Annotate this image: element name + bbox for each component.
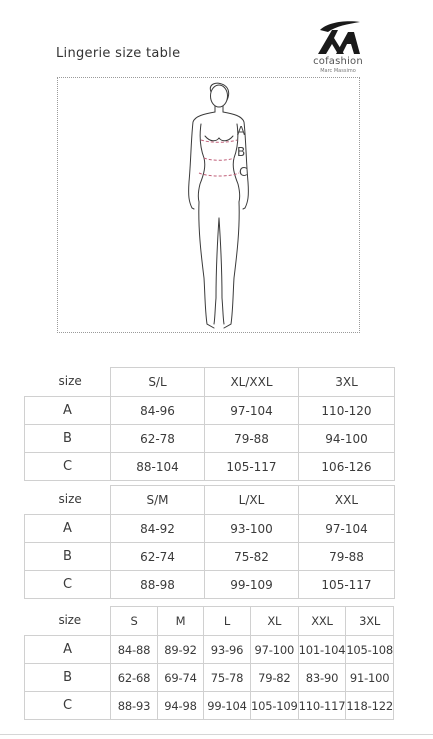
bottom-divider xyxy=(0,734,433,735)
table-cell: 94-100 xyxy=(299,425,395,453)
logo-mark-icon xyxy=(314,20,362,56)
table-cell: 105-109 xyxy=(251,692,299,720)
table-cell: 91-100 xyxy=(346,664,394,692)
column-header: 3XL xyxy=(346,607,394,636)
table-cell: 75-78 xyxy=(204,664,251,692)
size-header-label: size xyxy=(58,373,82,388)
brand-logo xyxy=(308,20,368,76)
column-header: L xyxy=(204,607,251,636)
logo-sub-text: Marc Massimo xyxy=(320,68,356,74)
column-header: L/XL xyxy=(205,486,299,515)
table-row xyxy=(25,636,394,664)
table-cell: 97-100 xyxy=(251,636,299,664)
column-header: S xyxy=(111,607,158,636)
table-cell: 62-68 xyxy=(111,664,158,692)
table-cell: 93-96 xyxy=(204,636,251,664)
table-cell: 110-117 xyxy=(298,692,346,720)
table-cell: 101-104 xyxy=(298,636,346,664)
row-label: C xyxy=(25,692,111,720)
row-label: A xyxy=(25,515,111,543)
table-row xyxy=(25,425,395,453)
column-header: XL/XXL xyxy=(205,368,299,397)
table-cell: 79-88 xyxy=(205,425,299,453)
table-cell: 99-109 xyxy=(205,571,299,599)
table-row xyxy=(25,664,394,692)
table-cell: 106-126 xyxy=(299,453,395,481)
table-row xyxy=(25,571,395,599)
table-cell: 75-82 xyxy=(205,543,299,571)
row-label: B xyxy=(25,664,111,692)
column-header: XL xyxy=(251,607,299,636)
table-row xyxy=(25,515,395,543)
measure-label-a: A xyxy=(237,124,246,138)
size-table-3 xyxy=(24,606,394,720)
body-figure-frame xyxy=(57,77,360,333)
column-header: XXL xyxy=(298,607,346,636)
table-cell: 99-104 xyxy=(204,692,251,720)
table-cell: 84-96 xyxy=(111,397,205,425)
column-header: XXL xyxy=(299,486,395,515)
table-cell: 79-82 xyxy=(251,664,299,692)
measure-label-b: B xyxy=(237,145,246,159)
table-cell: 105-117 xyxy=(299,571,395,599)
table-cell: 88-104 xyxy=(111,453,205,481)
row-label: A xyxy=(25,636,111,664)
table-row xyxy=(25,397,395,425)
table-cell: 84-92 xyxy=(111,515,205,543)
table-cell: 88-98 xyxy=(111,571,205,599)
body-figure-illustration xyxy=(58,78,359,332)
table-cell: 79-88 xyxy=(299,543,395,571)
table-cell: 105-108 xyxy=(346,636,394,664)
table-cell: 118-122 xyxy=(346,692,394,720)
table-cell: 69-74 xyxy=(158,664,204,692)
table-cell: 62-74 xyxy=(111,543,205,571)
size-table-2 xyxy=(24,485,395,599)
table-cell: 83-90 xyxy=(298,664,346,692)
row-label: C xyxy=(25,571,111,599)
size-header-label: size xyxy=(58,491,82,506)
row-label: B xyxy=(25,425,111,453)
table-cell: 105-117 xyxy=(205,453,299,481)
row-label: C xyxy=(25,453,111,481)
table-cell: 62-78 xyxy=(111,425,205,453)
logo-brand-text: cofashion xyxy=(313,56,363,67)
table-cell: 94-98 xyxy=(158,692,204,720)
table-cell: 97-104 xyxy=(299,515,395,543)
column-header: S/M xyxy=(111,486,205,515)
table-cell: 93-100 xyxy=(205,515,299,543)
table-cell: 89-92 xyxy=(158,636,204,664)
table-cell: 110-120 xyxy=(299,397,395,425)
table-cell: 84-88 xyxy=(111,636,158,664)
size-header-label: size xyxy=(58,612,81,627)
size-table-1 xyxy=(24,367,395,481)
row-label: B xyxy=(25,543,111,571)
page-title: Lingerie size table xyxy=(56,46,181,61)
table-cell: 88-93 xyxy=(111,692,158,720)
column-header: M xyxy=(158,607,204,636)
table-row xyxy=(25,543,395,571)
table-row xyxy=(25,453,395,481)
measure-label-c: C xyxy=(239,165,248,179)
row-label: A xyxy=(25,397,111,425)
table-cell: 97-104 xyxy=(205,397,299,425)
column-header: 3XL xyxy=(299,368,395,397)
column-header: S/L xyxy=(111,368,205,397)
table-row xyxy=(25,692,394,720)
